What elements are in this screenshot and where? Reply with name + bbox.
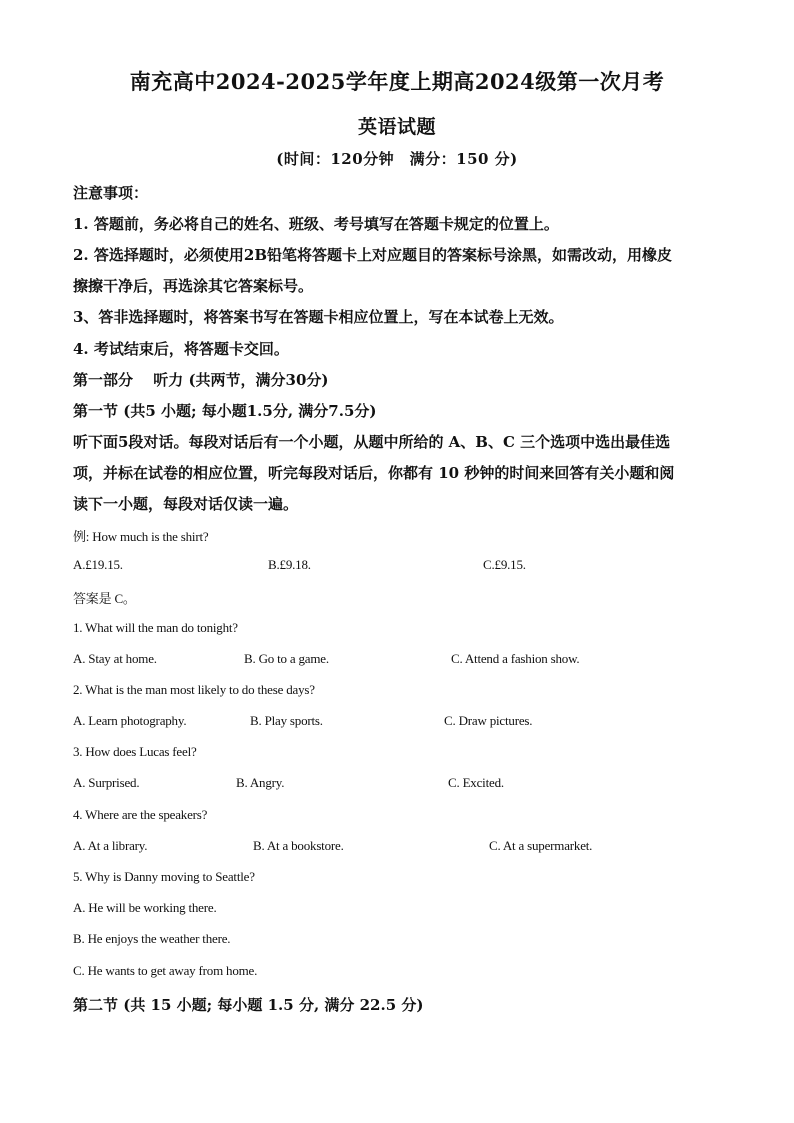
example-question: 例: How much is the shirt? [73,529,209,544]
example-option-a: A.£19.15. [73,557,123,572]
section2-heading: 第二节 (共 15 小题; 每小题 1.5 分, 满分 22.5 分) [73,996,424,1014]
question-5: 5. Why is Danny moving to Seattle? [73,869,255,884]
q1-option-b: B. Go to a game. [244,651,329,666]
note-3: 3、答非选择题时，将答案书写在答题卡相应位置上，写在本试卷上无效。 [73,308,564,326]
q4-option-c: C. At a supermarket. [489,838,593,853]
q1-option-c: C. Attend a fashion show. [451,651,580,666]
q5-option-b: B. He enjoys the weather there. [73,931,231,946]
q2-option-b: B. Play sports. [250,713,323,728]
note-4: 4. 考试结束后，将答题卡交回。 [73,340,289,358]
note-2-line-2: 擦擦干净后，再选涂其它答案标号。 [73,277,314,295]
q4-option-b: B. At a bookstore. [253,838,344,853]
instruction-line-1: 听下面5段对话。每段对话后有一个小题，从题中所给的 A、B、C 三个选项中选出最佳选 [73,433,671,451]
notes-heading: 注意事项： [73,184,149,202]
question-4: 4. Where are the speakers? [73,807,208,822]
q5-option-c: C. He wants to get away from home. [73,963,258,978]
example-option-c: C.£9.15. [483,557,526,572]
exam-time-info: (时间：120分钟 满分：150 分) [276,150,518,168]
q3-option-c: C. Excited. [448,775,504,790]
part1-heading: 第一部分 听力 (共两节，满分30分) [73,371,329,389]
exam-subject: 英语试题 [357,116,436,138]
note-1: 1. 答题前，务必将自己的姓名、班级、考号填写在答题卡规定的位置上。 [73,215,559,233]
question-1: 1. What will the man do tonight? [73,620,238,635]
section1-heading: 第一节 (共5 小题; 每小题1.5分, 满分7.5分) [73,402,377,420]
q2-option-a: A. Learn photography. [73,713,187,728]
q5-option-a: A. He will be working there. [73,900,217,915]
q2-option-c: C. Draw pictures. [444,713,533,728]
instruction-line-2: 项，并标在试卷的相应位置，听完每段对话后，你都有 10 秒钟的时间来回答有关小题和阅 [73,464,675,482]
q3-option-a: A. Surprised. [73,775,140,790]
q4-option-a: A. At a library. [73,838,148,853]
note-2-line-1: 2. 答选择题时，必须使用2B铅笔将答题卡上对应题目的答案标号涂黑，如需改动，用橡皮 [73,246,673,264]
instruction-line-3: 读下一小题，每段对话仅读一遍。 [73,495,299,513]
example-option-b: B.£9.18. [268,557,311,572]
q3-option-b: B. Angry. [236,775,285,790]
question-3: 3. How does Lucas feel? [73,744,197,759]
example-answer: 答案是 C。 [73,591,136,606]
exam-title: 南充高中2024-2025学年度上期高2024级第一次月考 [129,69,665,94]
q1-option-a: A. Stay at home. [73,651,157,666]
question-2: 2. What is the man most likely to do these days? [73,682,315,697]
